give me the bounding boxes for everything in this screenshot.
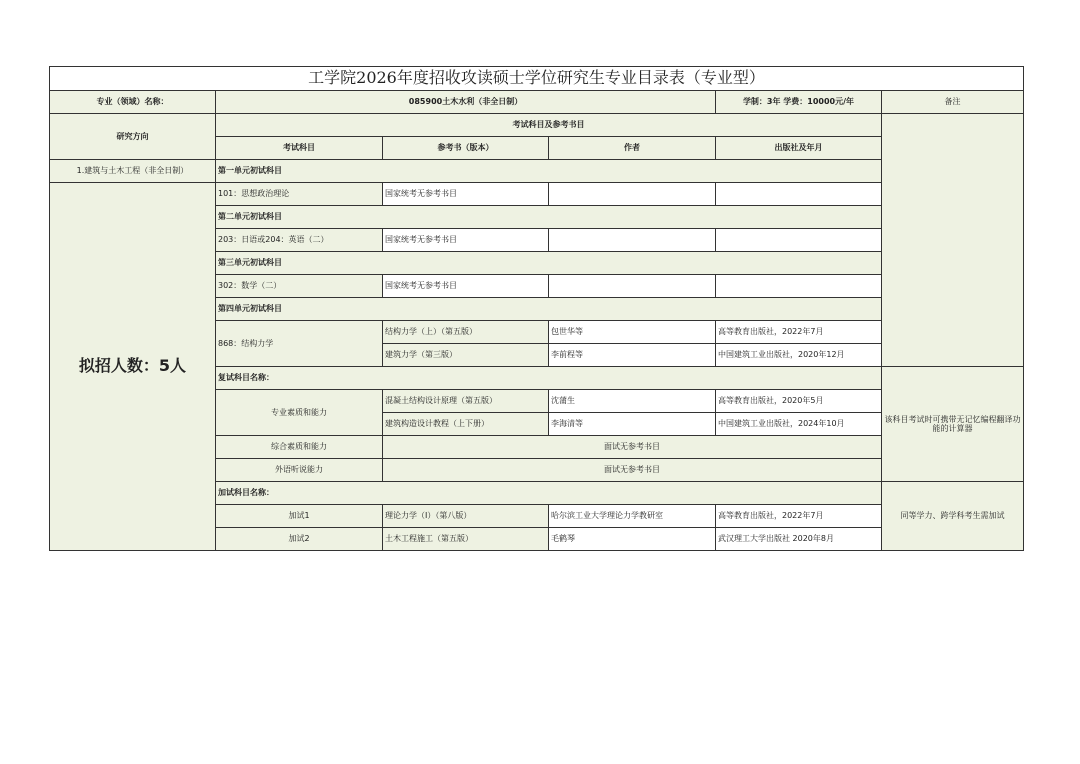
major-label: 专业（领域）名称： bbox=[50, 91, 216, 114]
unit-1-publisher bbox=[716, 183, 882, 206]
direction-header: 研究方向 bbox=[50, 114, 216, 160]
extra-2-name: 加试2 bbox=[216, 528, 383, 551]
unit-3-book: 国家统考无参考书目 bbox=[383, 275, 549, 298]
catalog-table bbox=[49, 66, 1024, 551]
unit-4-author-2: 李前程等 bbox=[549, 344, 716, 367]
retest-comprehensive: 综合素质和能力 bbox=[216, 436, 383, 459]
retest-language: 外语听说能力 bbox=[216, 459, 383, 482]
retest-book-2: 建筑构造设计教程（上下册） bbox=[383, 413, 549, 436]
unit-1-book: 国家统考无参考书目 bbox=[383, 183, 549, 206]
extra-1-publisher: 高等教育出版社，2022年7月 bbox=[716, 505, 882, 528]
unit-4-book-2: 建筑力学（第三版） bbox=[383, 344, 549, 367]
retest-comprehensive-note: 面试无参考书目 bbox=[383, 436, 882, 459]
unit-4-book-1: 结构力学（上）（第五版） bbox=[383, 321, 549, 344]
unit-2-book: 国家统考无参考书目 bbox=[383, 229, 549, 252]
remarks-cell-empty bbox=[882, 114, 1024, 367]
extra-1-book: 理论力学（I）（第八版） bbox=[383, 505, 549, 528]
retest-book-1: 混凝土结构设计原理（第五版） bbox=[383, 390, 549, 413]
extra-1-name: 加试1 bbox=[216, 505, 383, 528]
unit-1-author bbox=[549, 183, 716, 206]
unit-3-subject: 302：数学（二） bbox=[216, 275, 383, 298]
unit-4-title: 第四单元初试科目 bbox=[216, 298, 882, 321]
major-value: 085900土木水利（非全日制） bbox=[216, 91, 716, 114]
exam-group-header: 考试科目及参考书目 bbox=[216, 114, 882, 137]
publisher-header: 出版社及年月 bbox=[716, 137, 882, 160]
retest-publisher-2: 中国建筑工业出版社，2024年10月 bbox=[716, 413, 882, 436]
retest-author-1: 沈蒲生 bbox=[549, 390, 716, 413]
unit-3-author bbox=[549, 275, 716, 298]
retest-publisher-1: 高等教育出版社，2020年5月 bbox=[716, 390, 882, 413]
unit-2-subject: 203：日语或204：英语（二） bbox=[216, 229, 383, 252]
remarks-header: 备注 bbox=[882, 91, 1024, 114]
unit-4-subject: 868：结构力学 bbox=[216, 321, 383, 367]
extra-2-author: 毛鹤琴 bbox=[549, 528, 716, 551]
extra-2-publisher: 武汉理工大学出版社 2020年8月 bbox=[716, 528, 882, 551]
extra-1-author: 哈尔滨工业大学理论力学教研室 bbox=[549, 505, 716, 528]
unit-4-publisher-2: 中国建筑工业出版社，2020年12月 bbox=[716, 344, 882, 367]
unit-2-publisher bbox=[716, 229, 882, 252]
extra-2-book: 土木工程施工（第五版） bbox=[383, 528, 549, 551]
unit-3-title: 第三单元初试科目 bbox=[216, 252, 882, 275]
page-title: 工学院2026年度招收攻读硕士学位研究生专业目录表（专业型） bbox=[50, 67, 1024, 91]
retest-language-note: 面试无参考书目 bbox=[383, 459, 882, 482]
author-header: 作者 bbox=[549, 137, 716, 160]
retest-author-2: 李海清等 bbox=[549, 413, 716, 436]
unit-3-publisher bbox=[716, 275, 882, 298]
unit-1-title: 第一单元初试科目 bbox=[216, 160, 882, 183]
unit-2-author bbox=[549, 229, 716, 252]
extra-title: 加试科目名称： bbox=[216, 482, 882, 505]
subject-header: 考试科目 bbox=[216, 137, 383, 160]
book-header: 参考书（版本） bbox=[383, 137, 549, 160]
research-direction-1: 1.建筑与土木工程（非全日制） bbox=[50, 160, 216, 183]
enrollment-quota: 拟招人数：5人 bbox=[50, 183, 216, 551]
catalog-sheet bbox=[49, 66, 1024, 551]
unit-1-subject: 101：思想政治理论 bbox=[216, 183, 383, 206]
retest-remark: 该科目考试时可携带无记忆编程翻译功能的计算器 bbox=[882, 367, 1024, 482]
duration-fee: 学制：3年 学费：10000元/年 bbox=[716, 91, 882, 114]
retest-title: 复试科目名称： bbox=[216, 367, 882, 390]
unit-4-author-1: 包世华等 bbox=[549, 321, 716, 344]
retest-professional: 专业素质和能力 bbox=[216, 390, 383, 436]
unit-2-title: 第二单元初试科目 bbox=[216, 206, 882, 229]
unit-4-publisher-1: 高等教育出版社，2022年7月 bbox=[716, 321, 882, 344]
extra-remark: 同等学力、跨学科考生需加试 bbox=[882, 482, 1024, 551]
